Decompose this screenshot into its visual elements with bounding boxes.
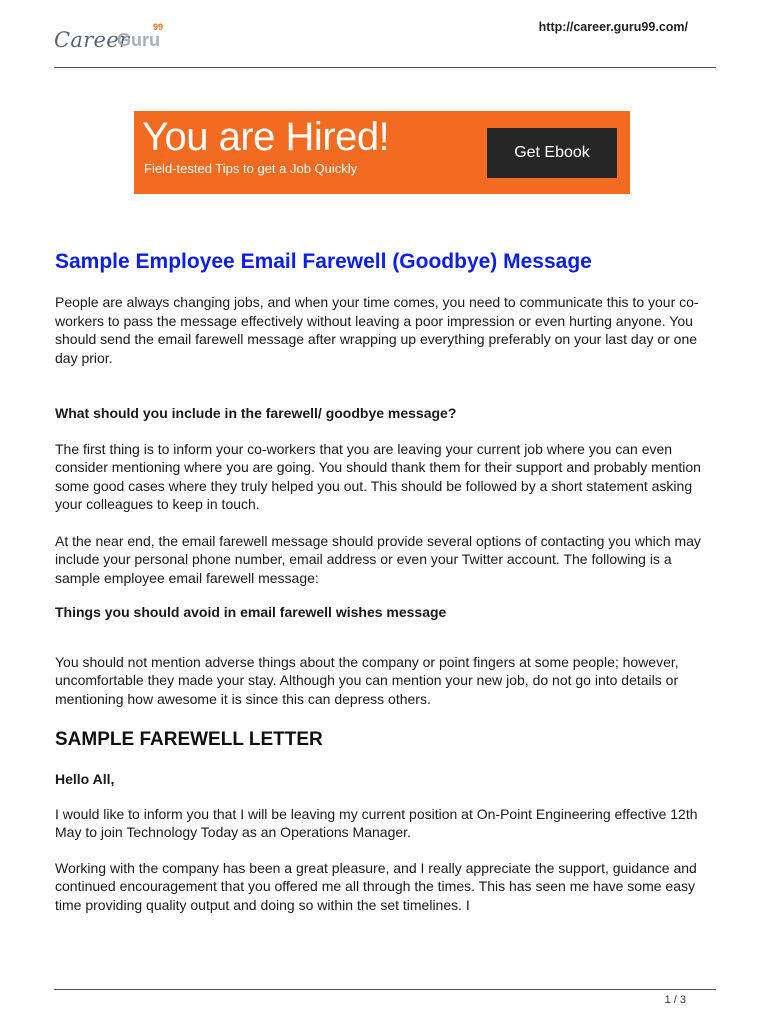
banner-subtitle: Field-tested Tips to get a Job Quickly	[144, 161, 358, 176]
article-body	[55, 248, 717, 914]
page-number: 1 / 3	[664, 994, 686, 1006]
letter-paragraph-1: I would like to inform you that I will be leaving my current position at On-Point Engineering effective 12th May to join Technology Today as an Operations Manager.	[55, 805, 698, 840]
logo-superscript: 99	[153, 22, 164, 32]
ebook-banner[interactable]	[134, 111, 630, 194]
avoid-heading: Things you should avoid in email farewell wishes message	[55, 604, 447, 620]
sample-letter-heading: SAMPLE FAREWELL LETTER	[55, 729, 323, 750]
get-ebook-button[interactable]: Get Ebook	[487, 128, 617, 178]
letter-paragraph-2: Working with the company has been a great pleasure, and I really appreciate the support, guidance and continued encouragement that you offered me all through the times. This has seen me have some easy time providing quality output and doing so within the set timelines. I	[55, 859, 697, 913]
avoid-paragraph: You should not mention adverse things about the company or point fingers at some people; however, uncomfortable they made your stay. Although you can mention your new job, do not go into details or mentioning how awesome it is since this can depress others.	[55, 653, 679, 707]
letter-greeting: Hello All,	[55, 771, 115, 787]
article-title: Sample Employee Email Farewell (Goodbye) Message	[55, 250, 592, 273]
logo-career-text: Career	[54, 28, 130, 52]
include-paragraph-1: The first thing is to inform your co-workers that you are leaving your current job where you can even consider mentioning where you are going. You should thank them for their support and probably mention some good cases where they truly helped you out. This should be followed by a short statement asking your colleagues to keep in touch.	[55, 440, 701, 512]
include-heading: What should you include in the farewell/ goodbye message?	[55, 405, 457, 421]
include-paragraph-2: At the near end, the email farewell message should provide several options of contacting you which may include your personal phone number, email address or even your Twitter account. The following is a sample employee email farewell message:	[55, 532, 701, 586]
header-url-link[interactable]: http://career.guru99.com/	[538, 20, 688, 34]
banner-title: You are Hired!	[142, 115, 390, 159]
logo-guru-text: Guru	[117, 30, 160, 50]
footer-divider	[54, 989, 716, 990]
header-divider	[54, 67, 716, 68]
intro-paragraph: People are always changing jobs, and when your time comes, you need to communicate this to your co-workers to pass the message effectively without leaving a poor impression or even hurting anyone. You should send the email farewell message after wrapping up everything preferably on your last day or one day prior.	[55, 294, 699, 366]
